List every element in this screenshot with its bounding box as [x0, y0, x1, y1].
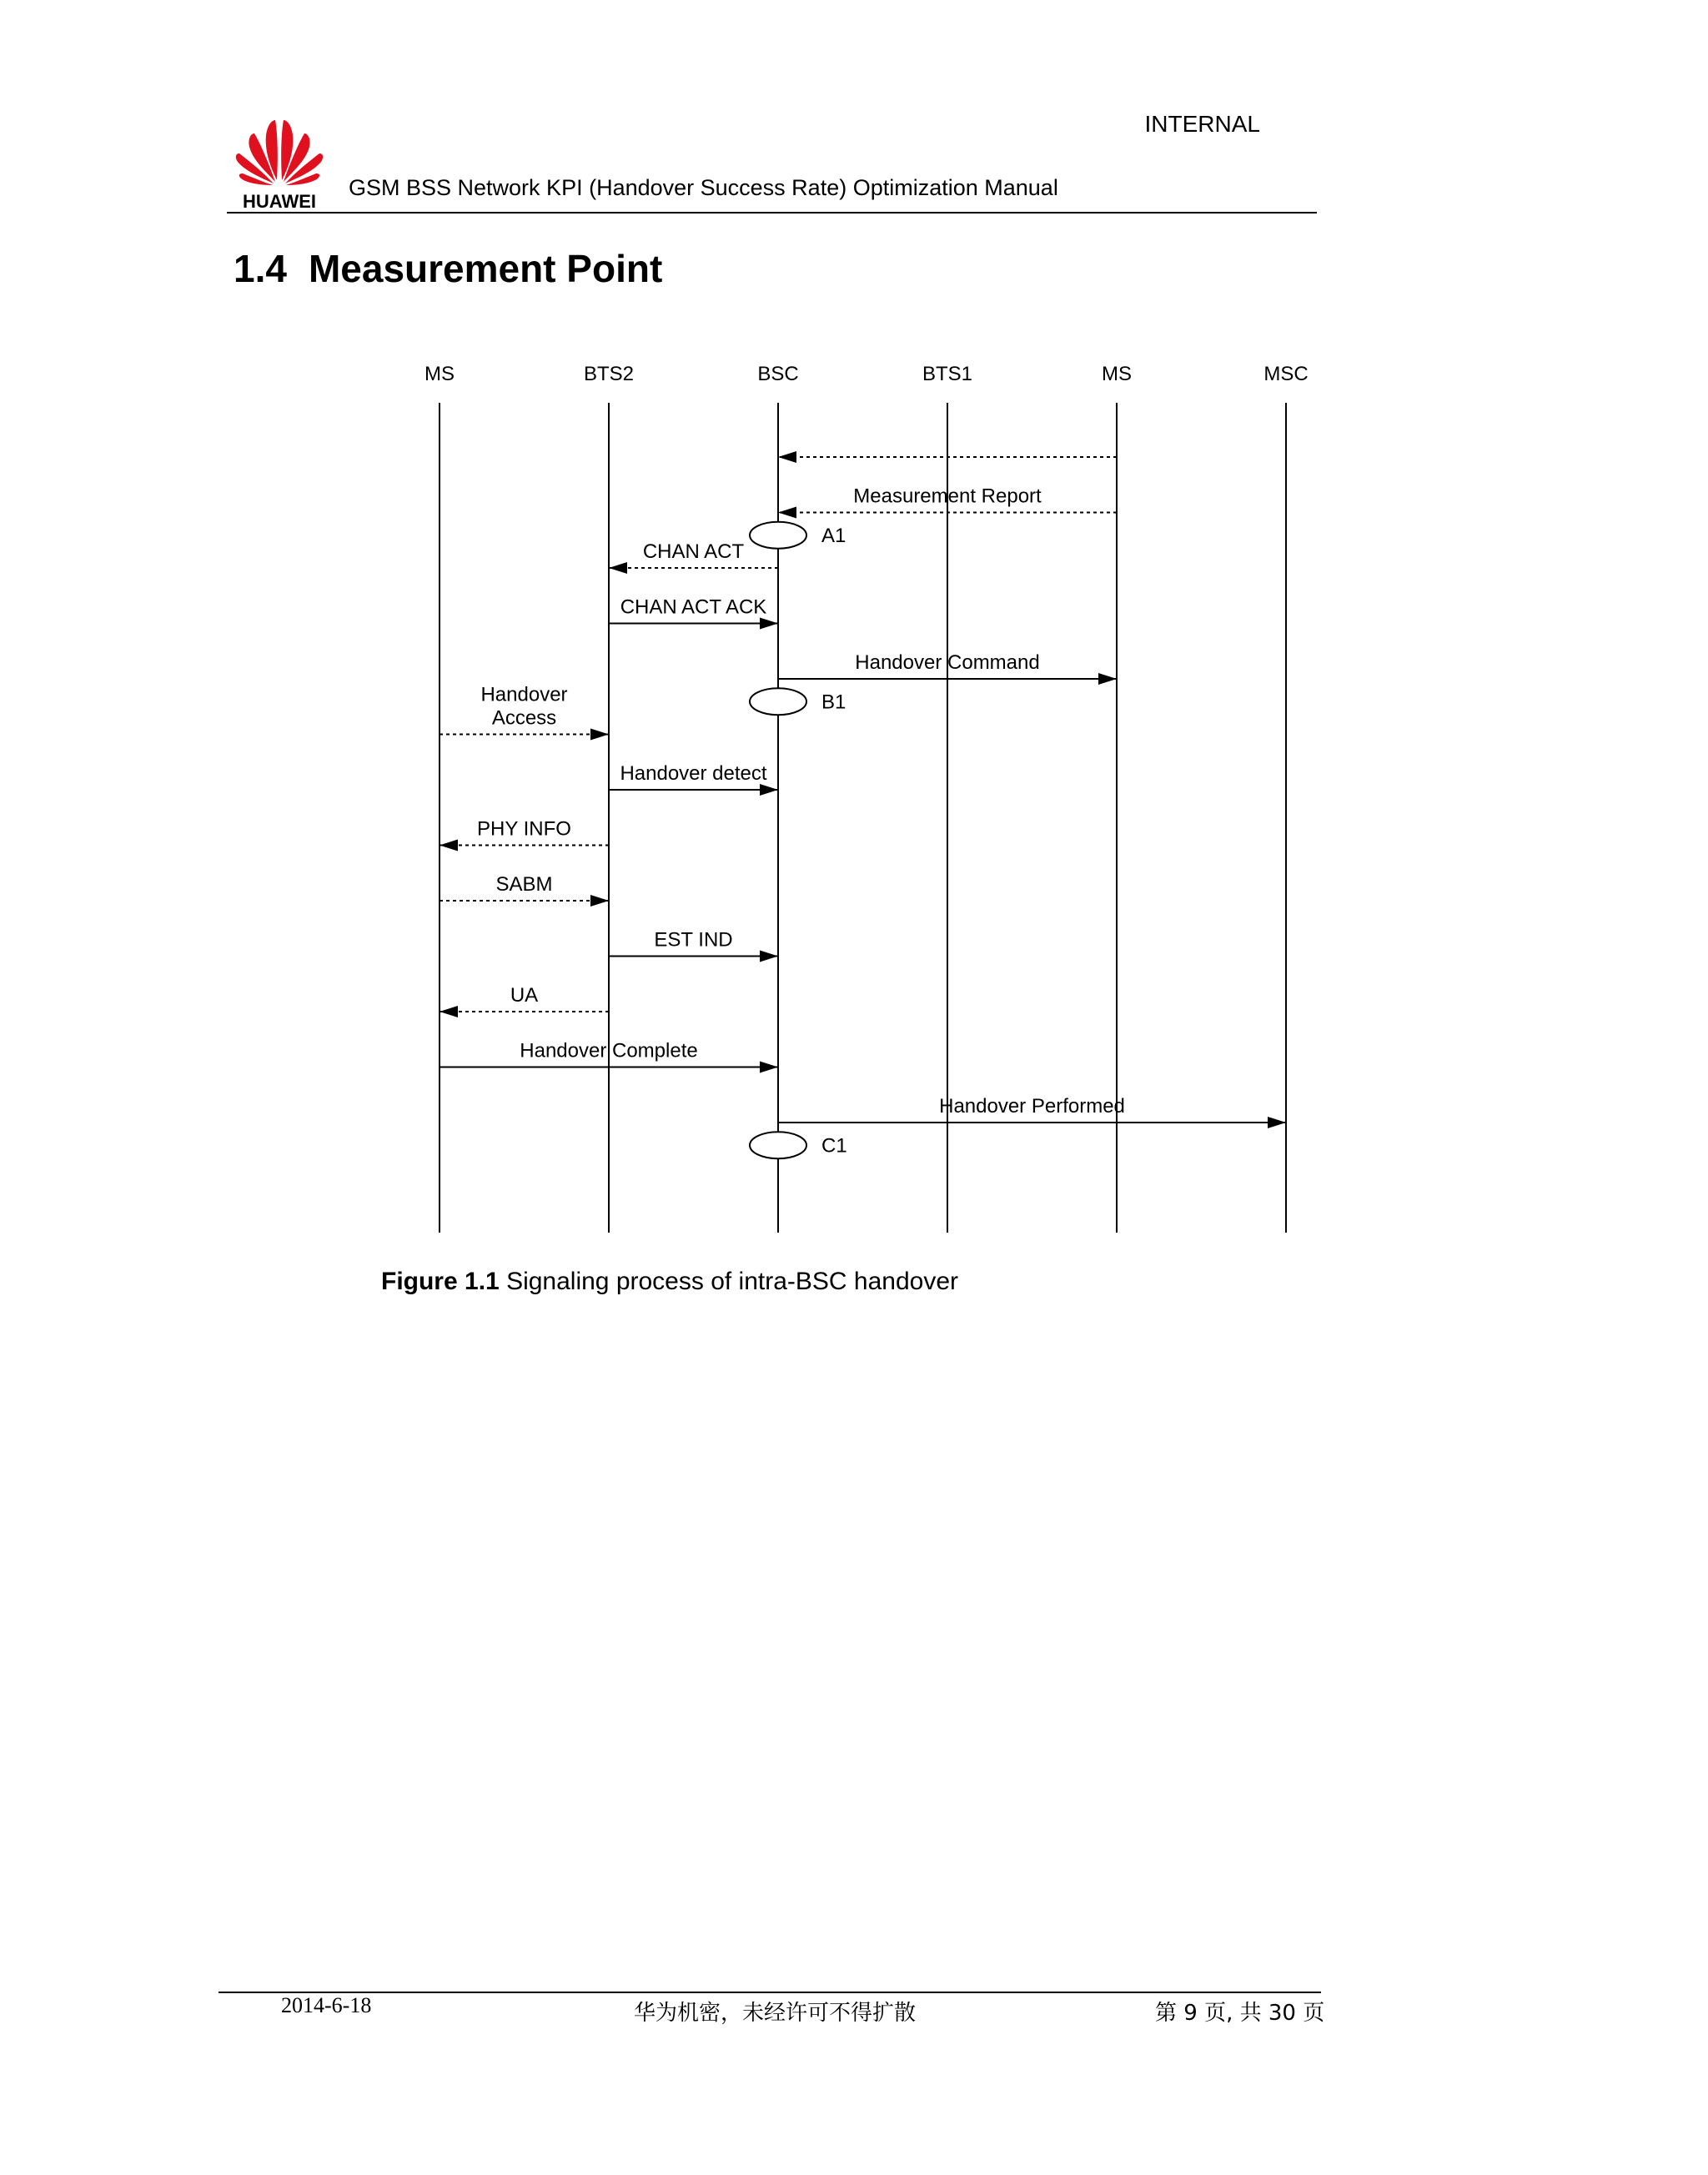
- lifeline-label: MS: [1102, 363, 1132, 385]
- message-label: Handover Performed: [939, 1095, 1125, 1118]
- lifeline-label: BTS2: [583, 363, 635, 385]
- message-label: Handover Complete: [520, 1039, 698, 1062]
- message-label: UA: [510, 984, 539, 1007]
- figure-caption: [381, 1268, 958, 1296]
- message-label: Handover: [480, 683, 568, 706]
- classification-label: INTERNAL: [1144, 111, 1260, 137]
- message-label: CHAN ACT: [642, 540, 745, 563]
- figure-caption-text: Signaling process of intra-BSC handover: [506, 1268, 959, 1295]
- footer-page-number: 第 9 页, 共 30 页: [1155, 2001, 1325, 2026]
- lifeline-label: MS: [424, 363, 455, 385]
- message-label: CHAN ACT ACK: [620, 595, 767, 619]
- lifeline-label: BSC: [757, 363, 799, 385]
- message-label: Access: [491, 706, 557, 730]
- measurement-point-marker: [750, 522, 806, 549]
- message-label: PHY INFO: [477, 817, 571, 841]
- section-number: 1.4: [234, 247, 287, 290]
- footer-divider: [219, 1992, 1321, 1993]
- lifeline-label: BTS1: [922, 363, 973, 385]
- measurement-point-label: A1: [821, 524, 846, 547]
- footer-confidential-notice: 华为机密，未经许可不得扩散: [634, 2001, 917, 2026]
- document-title: GSM BSS Network KPI (Handover Success Rate) Optimization Manual: [349, 175, 1058, 200]
- message-label: EST IND: [654, 928, 733, 952]
- section-title: Measurement Point: [308, 247, 663, 290]
- brand-wordmark: HUAWEI: [243, 191, 316, 212]
- footer-date: 2014-6-18: [281, 1993, 372, 2017]
- measurement-point-label: B1: [821, 691, 846, 714]
- message-label: SABM: [495, 873, 553, 896]
- measurement-point-marker: [750, 1132, 806, 1158]
- message-label: Handover detect: [620, 762, 767, 785]
- measurement-point-marker: [750, 688, 806, 715]
- measurement-point-label: C1: [821, 1134, 847, 1158]
- message-label: Handover Command: [855, 651, 1040, 674]
- message-label: Measurement Report: [853, 485, 1042, 508]
- figure-number: Figure 1.1: [381, 1268, 500, 1295]
- lifeline-label: MSC: [1263, 363, 1309, 385]
